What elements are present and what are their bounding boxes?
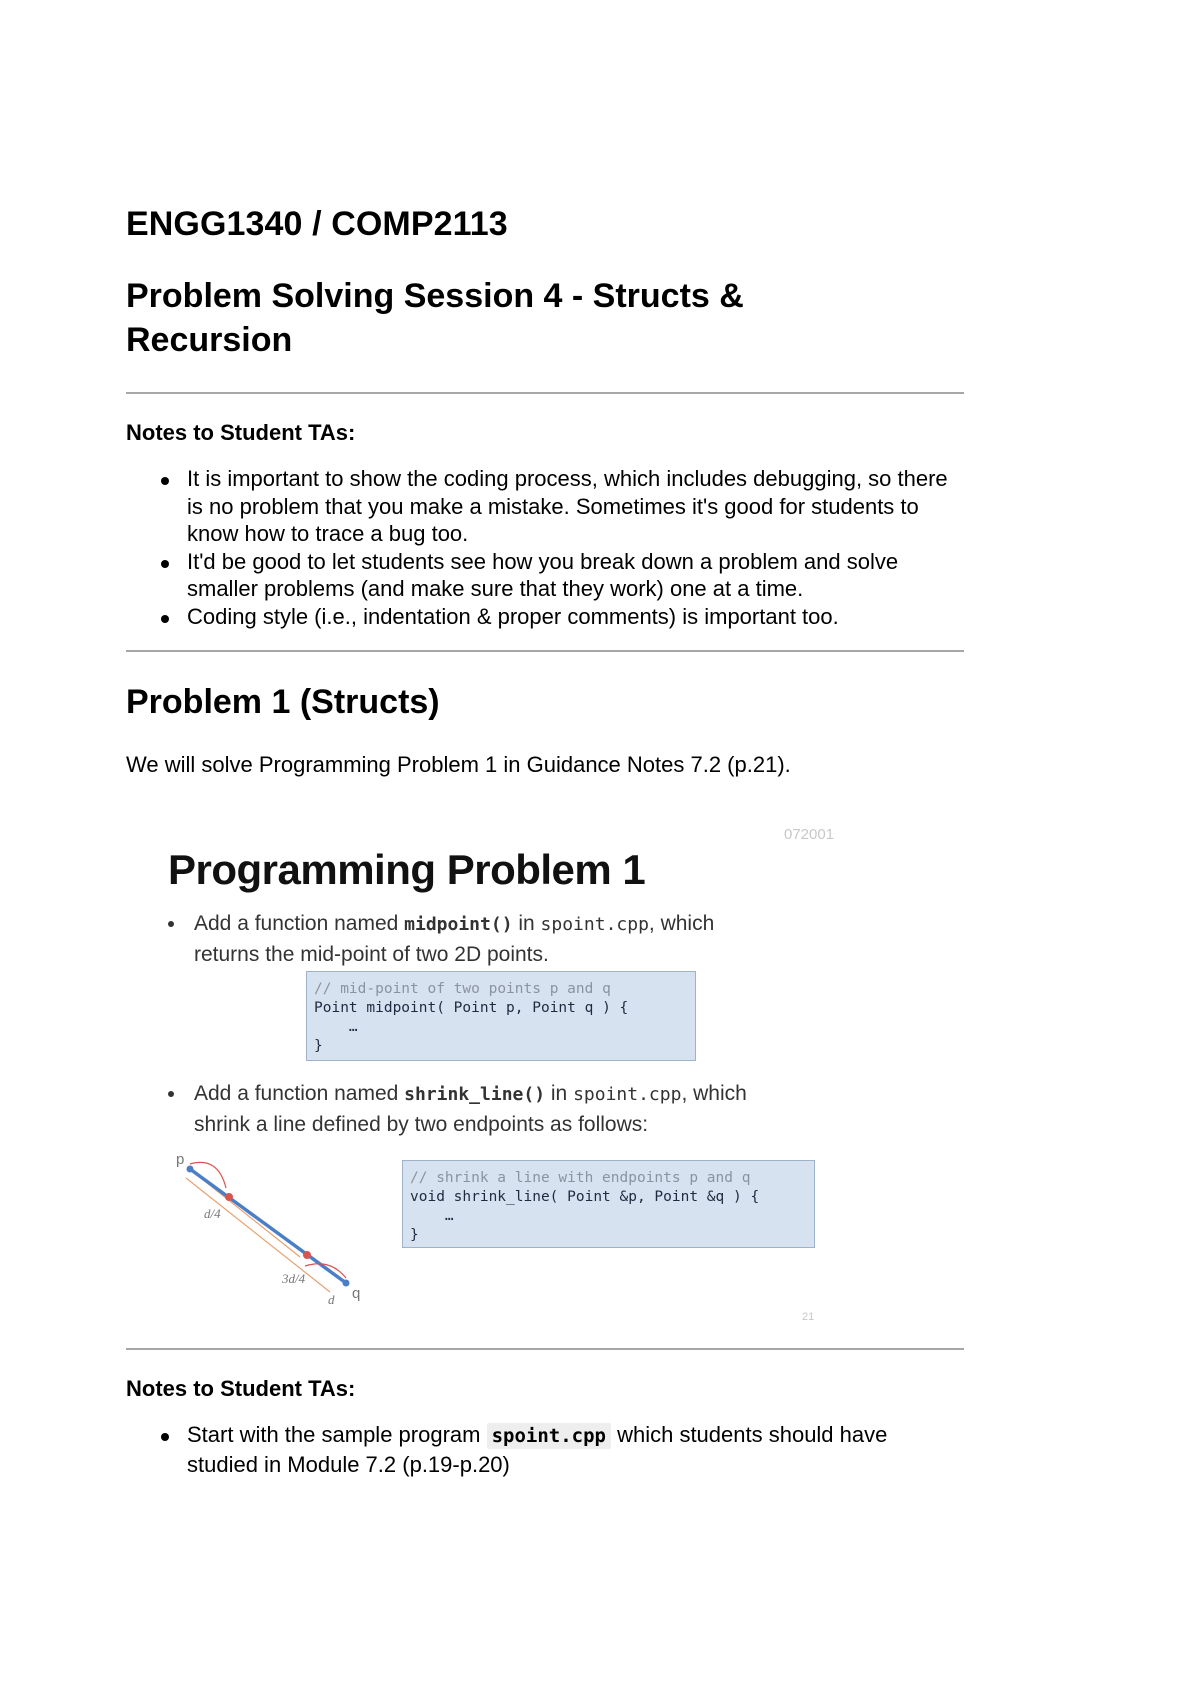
function-name: midpoint() xyxy=(404,914,513,935)
note-item: Coding style (i.e., indentation & proper comments) is important too. xyxy=(126,603,964,631)
label-q: q xyxy=(352,1285,361,1302)
distance-line xyxy=(186,1178,330,1292)
label-d: d xyxy=(328,1292,335,1306)
slide xyxy=(126,812,964,1342)
note-item: It'd be good to let students see how you break down a problem and solve smaller problems (and make sure that they work) one at a time. xyxy=(126,548,964,603)
note-item: It is important to show the coding process, which includes debugging, so there is no problem that you make a mistake. Sometimes it's good for students to know how to trace a bug too. xyxy=(126,465,964,548)
note-item xyxy=(126,1421,964,1478)
bullet-text-part: in xyxy=(512,912,541,935)
bullet-text-part: Add a function named xyxy=(194,1082,405,1105)
bullet-dot xyxy=(168,1091,174,1097)
document-content xyxy=(126,190,964,1478)
code-box-shrink-line xyxy=(402,1160,815,1248)
code-line: } xyxy=(314,1038,323,1054)
label-p: p xyxy=(176,1151,185,1168)
code-comment: // mid-point of two points p and q xyxy=(314,981,611,997)
shrink-line-diagram xyxy=(170,1146,380,1306)
function-name: shrink_line() xyxy=(404,1084,546,1105)
code-comment: // shrink a line with endpoints p and q xyxy=(410,1170,751,1186)
notes-list xyxy=(126,465,964,630)
label-d4: d/4 xyxy=(204,1206,221,1221)
notes-list xyxy=(126,1421,964,1478)
bullet-text-part: Add a function named xyxy=(194,912,405,935)
code-line: … xyxy=(314,1019,358,1035)
endpoint-p xyxy=(187,1166,194,1173)
code-line: } xyxy=(410,1227,419,1243)
slide-bullet-text xyxy=(194,1079,747,1110)
slide-bullet-1 xyxy=(168,909,714,970)
inline-code-spoint: spoint.cpp xyxy=(487,1423,611,1449)
problem-heading: Problem 1 (Structs) xyxy=(126,683,440,721)
line-segment xyxy=(190,1169,346,1283)
code-line: Point midpoint( Point p, Point q ) { xyxy=(314,1000,629,1016)
slide-bullet-2 xyxy=(168,1079,747,1140)
file-name: spoint.cpp xyxy=(573,1084,682,1105)
endpoint-q xyxy=(343,1280,350,1287)
note-text: Start with the sample program xyxy=(187,1422,487,1447)
section-divider xyxy=(126,1348,964,1350)
new-point-q xyxy=(303,1251,311,1259)
slide-title: Programming Problem 1 xyxy=(168,846,646,893)
code-line: void shrink_line( Point &p, Point &q ) { xyxy=(410,1189,760,1205)
slide-code-tag: 072001 xyxy=(784,826,835,843)
slide-bullet-text xyxy=(194,909,714,940)
file-name: spoint.cpp xyxy=(540,914,649,935)
slide-page-number: 21 xyxy=(802,1311,815,1323)
label-3d4: 3d/4 xyxy=(282,1271,306,1286)
notes-title: Notes to Student TAs: xyxy=(126,420,356,445)
code-box-midpoint xyxy=(306,971,696,1061)
section-divider xyxy=(126,650,964,652)
bullet-dot xyxy=(168,921,174,927)
bullet-text-part: in xyxy=(545,1082,574,1105)
new-point-p xyxy=(225,1193,233,1201)
slide-bullet-line2: shrink a line defined by two endpoints as follows: xyxy=(194,1113,649,1136)
bullet-text-part: , which xyxy=(648,912,715,935)
slide-bullet-line2: returns the mid-point of two 2D points. xyxy=(194,943,549,966)
notes-title: Notes to Student TAs: xyxy=(126,1376,356,1401)
note-text: which students should have studied in Module 7.2 (p.19-p.20) xyxy=(187,1422,888,1477)
code-line: … xyxy=(410,1208,454,1224)
bullet-text-part: , which xyxy=(681,1082,747,1105)
slide-image xyxy=(126,812,964,1342)
session-title: Problem Solving Session 4 - Structs & Recursion xyxy=(126,277,744,359)
course-title: ENGG1340 / COMP2113 xyxy=(126,205,508,243)
section-divider xyxy=(126,392,964,394)
problem-intro: We will solve Programming Problem 1 in Guidance Notes 7.2 (p.21). xyxy=(126,752,791,777)
